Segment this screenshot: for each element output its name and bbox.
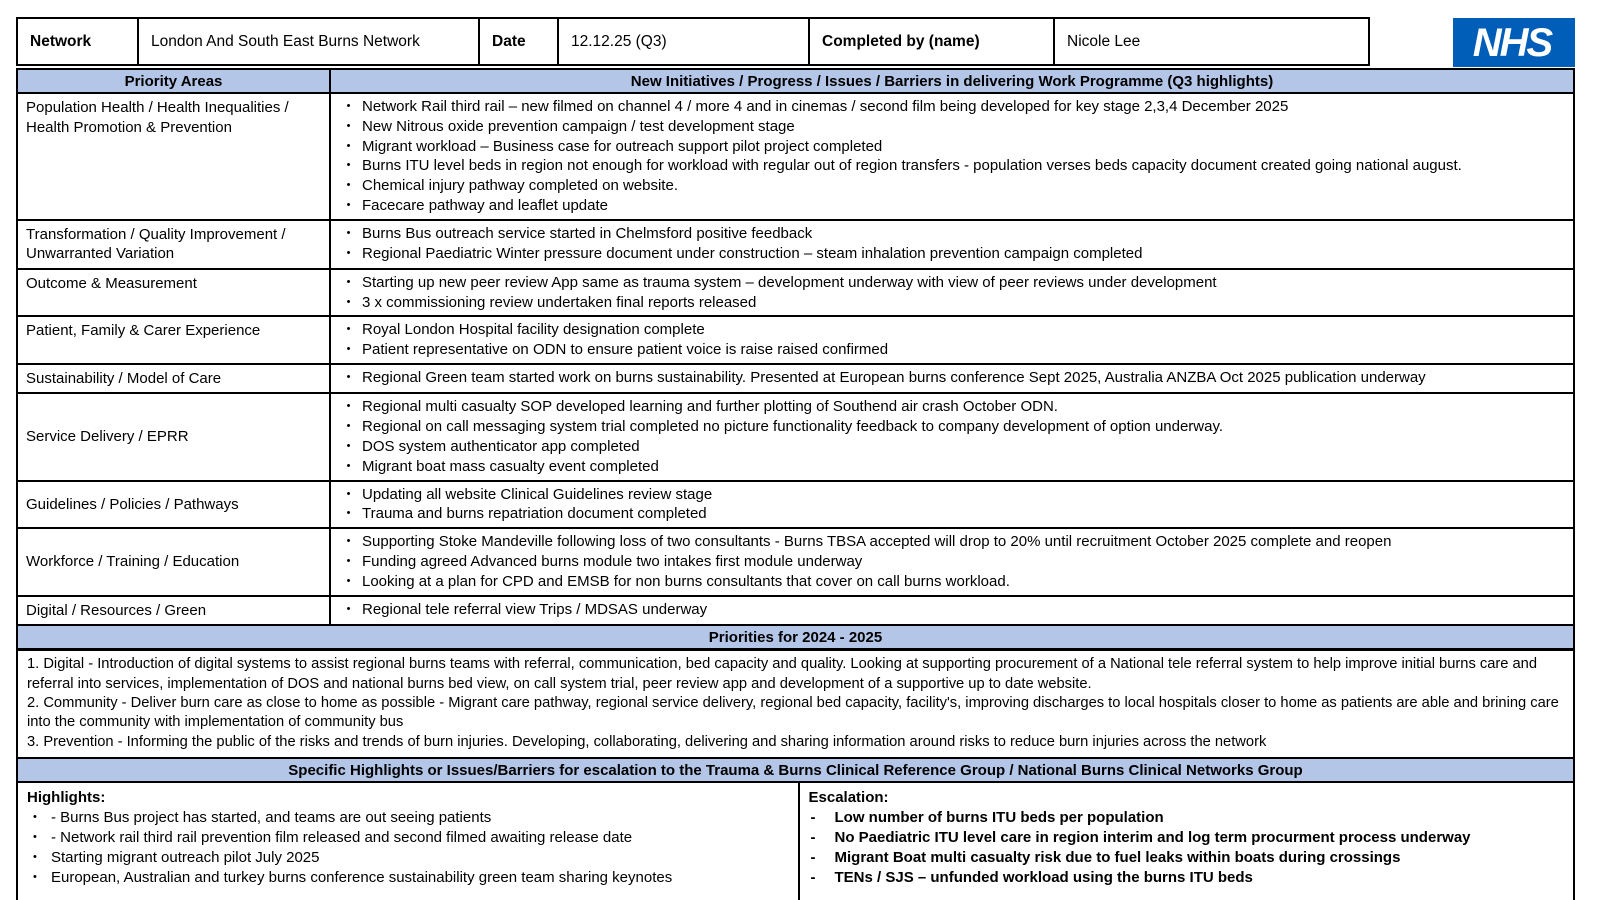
bullet-icon: • bbox=[346, 487, 351, 500]
bullet-icon: • bbox=[346, 159, 351, 172]
bullet-icon: • bbox=[346, 574, 351, 587]
work-table-row bbox=[17, 481, 1574, 529]
highlight-text: - Burns Bus project has started, and teams are out seeing patients bbox=[51, 809, 492, 827]
highlight-item bbox=[27, 848, 789, 868]
initiative-text: Trauma and burns repatriation document completed bbox=[362, 505, 707, 523]
initiatives-cell bbox=[330, 481, 1574, 529]
initiatives-header: New Initiatives / Progress / Issues / Barriers in delivering Work Programme (Q3 highlights) bbox=[330, 69, 1574, 93]
work-programme-table bbox=[16, 68, 1575, 626]
bullet-icon: • bbox=[346, 343, 351, 356]
bullet-icon: • bbox=[346, 198, 351, 211]
initiatives-cell bbox=[330, 220, 1574, 269]
initiative-item bbox=[335, 552, 1569, 572]
escalation-text: No Paediatric ITU level care in region interim and log term procurment process underway bbox=[834, 828, 1471, 846]
initiative-item bbox=[335, 532, 1569, 552]
initiative-item bbox=[335, 320, 1569, 340]
bullet-icon: • bbox=[346, 295, 351, 308]
bullet-icon: • bbox=[346, 440, 351, 453]
bullet-icon: • bbox=[33, 870, 37, 883]
work-table-row bbox=[17, 269, 1574, 317]
initiative-text: Looking at a plan for CPD and EMSB for non burns consultants that cover on call burns workload. bbox=[362, 572, 1010, 590]
initiatives-cell bbox=[330, 596, 1574, 626]
initiative-text: New Nitrous oxide prevention campaign / test development stage bbox=[362, 117, 795, 135]
network-label: Network bbox=[17, 18, 138, 65]
initiative-item bbox=[335, 368, 1569, 388]
initiative-item bbox=[335, 196, 1569, 216]
escalation-cell bbox=[798, 781, 1576, 900]
escalation-item bbox=[809, 848, 1565, 868]
highlight-item bbox=[27, 868, 789, 888]
priority-area-label: Outcome & Measurement bbox=[17, 269, 330, 317]
priority-area-label: Patient, Family & Carer Experience bbox=[17, 316, 330, 364]
initiative-text: 3 x commissioning review undertaken final reports released bbox=[362, 293, 757, 311]
initiatives-cell bbox=[330, 364, 1574, 394]
initiative-text: Regional Paediatric Winter pressure document under construction – steam inhalation prevention campaign completed bbox=[362, 244, 1143, 262]
work-table-row bbox=[17, 393, 1574, 480]
priority-paragraph: 3. Prevention - Informing the public of the risks and trends of burn injuries. Developing, collaborating, delivering and sharing information around risks to reduce burn injuries across the network bbox=[27, 733, 1267, 750]
initiative-text: Regional Green team started work on burns sustainability. Presented at European burns conference Sept 2025, Australia ANZBA Oct 2025 publication underway bbox=[362, 368, 1426, 386]
bullet-icon: • bbox=[346, 602, 351, 615]
initiative-text: Burns ITU level beds in region not enough for workload with regular out of region transfers - population verses beds capacity document created going national august. bbox=[362, 157, 1462, 175]
initiative-item bbox=[335, 485, 1569, 505]
initiative-item bbox=[335, 417, 1569, 437]
initiative-text: Network Rail third rail – new filmed on channel 4 / more 4 and in cinemas / second film being developed for key stage 2,3,4 December 2025 bbox=[362, 98, 1289, 115]
escalation-band-title: Specific Highlights or Issues/Barriers for escalation to the Trauma & Burns Clinical Reference Group / National Burns Clinical Networks Group bbox=[288, 761, 1303, 779]
priority-area-label: Service Delivery / EPRR bbox=[17, 393, 330, 480]
highlight-text: Starting migrant outreach pilot July 2025 bbox=[51, 848, 320, 866]
dash-icon: - bbox=[810, 828, 816, 846]
initiative-text: Burns Bus outreach service started in Chelmsford positive feedback bbox=[362, 224, 813, 242]
highlight-text: European, Australian and turkey burns conference sustainability green team sharing keynotes bbox=[51, 868, 673, 886]
escalation-title: Escalation: bbox=[808, 789, 889, 807]
initiative-item bbox=[335, 457, 1569, 477]
initiative-item bbox=[335, 117, 1569, 137]
work-table-row bbox=[17, 220, 1574, 269]
initiative-text: Regional tele referral view Trips / MDSAS underway bbox=[362, 600, 708, 618]
priorities-body bbox=[16, 648, 1575, 759]
priority-area-label: Digital / Resources / Green bbox=[17, 596, 330, 626]
bullet-icon: • bbox=[346, 459, 351, 472]
initiatives-cell bbox=[330, 316, 1574, 364]
bullet-icon: • bbox=[346, 420, 351, 433]
bullet-icon: • bbox=[33, 850, 37, 863]
escalation-item bbox=[809, 868, 1565, 888]
network-value: London And South East Burns Network bbox=[138, 18, 479, 65]
initiative-text: Royal London Hospital facility designation complete bbox=[362, 321, 705, 339]
highlights-title: Highlights: bbox=[27, 789, 106, 807]
work-table-row bbox=[17, 596, 1574, 626]
bullet-icon: • bbox=[346, 555, 351, 568]
priority-paragraph: 2. Community - Deliver burn care as close to home as possible - Migrant care pathway, regional service delivery, regional bed capacity, facility's, improving discharges to local hospitals closer to home as patients are able and brining care into the community with implementation of community bus bbox=[27, 694, 1559, 731]
work-table-row bbox=[17, 316, 1574, 364]
bullet-icon: • bbox=[346, 139, 351, 152]
highlight-item bbox=[27, 808, 789, 828]
bullet-icon: • bbox=[346, 507, 351, 520]
date-label: Date bbox=[479, 18, 558, 65]
escalation-text: TENs / SJS – unfunded workload using the burns ITU beds bbox=[834, 868, 1253, 886]
priorities-band bbox=[16, 624, 1575, 651]
initiative-item bbox=[335, 504, 1569, 524]
priority-area-label: Workforce / Training / Education bbox=[17, 528, 330, 595]
escalation-list bbox=[809, 808, 1565, 887]
initiative-item bbox=[335, 572, 1569, 592]
bullet-icon: • bbox=[346, 246, 351, 259]
priority-area-label: Sustainability / Model of Care bbox=[17, 364, 330, 394]
report-document bbox=[16, 17, 1575, 900]
initiative-text: Migrant boat mass casualty event completed bbox=[362, 457, 659, 475]
date-value: 12.12.25 (Q3) bbox=[558, 18, 809, 65]
network-info-table bbox=[16, 17, 1370, 66]
bullet-icon: • bbox=[346, 535, 351, 548]
initiative-text: Facecare pathway and leaflet update bbox=[362, 196, 608, 214]
initiative-item bbox=[335, 397, 1569, 417]
initiatives-cell bbox=[330, 93, 1574, 220]
initiative-text: Funding agreed Advanced burns module two intakes first module underway bbox=[362, 553, 863, 571]
initiative-text: DOS system authenticator app completed bbox=[362, 438, 640, 456]
initiative-item bbox=[335, 437, 1569, 457]
initiative-item bbox=[335, 273, 1569, 293]
dash-icon: - bbox=[810, 848, 816, 866]
bullet-icon: • bbox=[346, 179, 351, 192]
work-table-header-row bbox=[17, 69, 1574, 93]
priority-area-label: Transformation / Quality Improvement / Unwarranted Variation bbox=[17, 220, 330, 269]
work-table-row bbox=[17, 528, 1574, 595]
initiatives-cell bbox=[330, 269, 1574, 317]
initiative-text: Migrant workload – Business case for outreach support pilot project completed bbox=[362, 137, 883, 155]
priorities-title: Priorities for 2024 - 2025 bbox=[708, 628, 883, 646]
initiative-text: Patient representative on ODN to ensure patient voice is raise raised confirmed bbox=[362, 341, 889, 359]
escalation-band bbox=[16, 757, 1575, 784]
initiative-item bbox=[335, 293, 1569, 313]
completed-by-value: Nicole Lee bbox=[1054, 18, 1369, 65]
bullet-icon: • bbox=[346, 275, 351, 288]
escalation-text: Low number of burns ITU beds per population bbox=[834, 809, 1164, 827]
initiative-item bbox=[335, 97, 1569, 117]
escalation-text: Migrant Boat multi casualty risk due to fuel leaks within boats during crossings bbox=[834, 848, 1401, 866]
initiative-item bbox=[335, 600, 1569, 620]
nhs-logo-text: NHS bbox=[1472, 20, 1552, 65]
initiative-item bbox=[335, 176, 1569, 196]
priority-area-label: Population Health / Health Inequalities / Health Promotion & Prevention bbox=[17, 93, 330, 220]
bullet-icon: • bbox=[346, 323, 351, 336]
initiative-item bbox=[335, 156, 1569, 176]
highlights-escalation-grid bbox=[16, 781, 1575, 900]
initiatives-cell bbox=[330, 393, 1574, 480]
highlight-text: - Network rail third rail prevention film released and second filmed awaiting release date bbox=[51, 828, 633, 846]
initiative-text: Regional on call messaging system trial completed no picture functionality feedback to company development of option underway. bbox=[362, 418, 1224, 436]
highlights-list bbox=[27, 808, 789, 887]
priority-paragraph: 1. Digital - Introduction of digital systems to assist regional burns teams with referral, communication, bed capacity and quality. Looking at supporting procurement of a National tele referral system to help improve initial burns care and referral into services, implementation of DOS and national burns bed view, on call system trial, peer review app and development of a supportive up to date website. bbox=[27, 656, 1538, 692]
bullet-icon: • bbox=[346, 226, 351, 239]
dash-icon: - bbox=[810, 809, 816, 827]
initiative-text: Starting up new peer review App same as trauma system – development underway with view of peer reviews under development bbox=[362, 273, 1217, 291]
initiative-text: Updating all website Clinical Guidelines review stage bbox=[362, 485, 713, 503]
initiative-item bbox=[335, 137, 1569, 157]
bullet-icon: • bbox=[33, 830, 37, 843]
escalation-item bbox=[809, 828, 1565, 848]
initiative-text: Regional multi casualty SOP developed learning and further plotting of Southend air crash October ODN. bbox=[362, 398, 1058, 416]
dash-icon: - bbox=[810, 868, 816, 886]
bullet-icon: • bbox=[346, 400, 351, 413]
initiative-item bbox=[335, 340, 1569, 360]
bullet-icon: • bbox=[346, 119, 351, 132]
initiatives-cell bbox=[330, 528, 1574, 595]
top-info-row bbox=[16, 17, 1575, 68]
escalation-item bbox=[809, 808, 1565, 828]
work-table-body bbox=[17, 93, 1574, 625]
priority-areas-header: Priority Areas bbox=[17, 69, 330, 93]
bullet-icon: • bbox=[33, 811, 37, 824]
bullet-icon: • bbox=[346, 100, 351, 112]
work-table-row bbox=[17, 93, 1574, 220]
highlight-item bbox=[27, 828, 789, 848]
nhs-logo bbox=[1453, 18, 1575, 67]
work-table-row bbox=[17, 364, 1574, 394]
bullet-icon: • bbox=[346, 370, 351, 383]
initiative-item bbox=[335, 224, 1569, 244]
completed-by-label: Completed by (name) bbox=[809, 18, 1054, 65]
initiative-item bbox=[335, 244, 1569, 264]
initiative-text: Chemical injury pathway completed on website. bbox=[362, 177, 678, 195]
highlights-cell bbox=[16, 781, 800, 900]
network-info-row bbox=[17, 18, 1369, 65]
priority-area-label: Guidelines / Policies / Pathways bbox=[17, 481, 330, 529]
initiative-text: Supporting Stoke Mandeville following loss of two consultants - Burns TBSA accepted will drop to 20% until recruitment October 2025 complete and reopen bbox=[362, 533, 1392, 551]
